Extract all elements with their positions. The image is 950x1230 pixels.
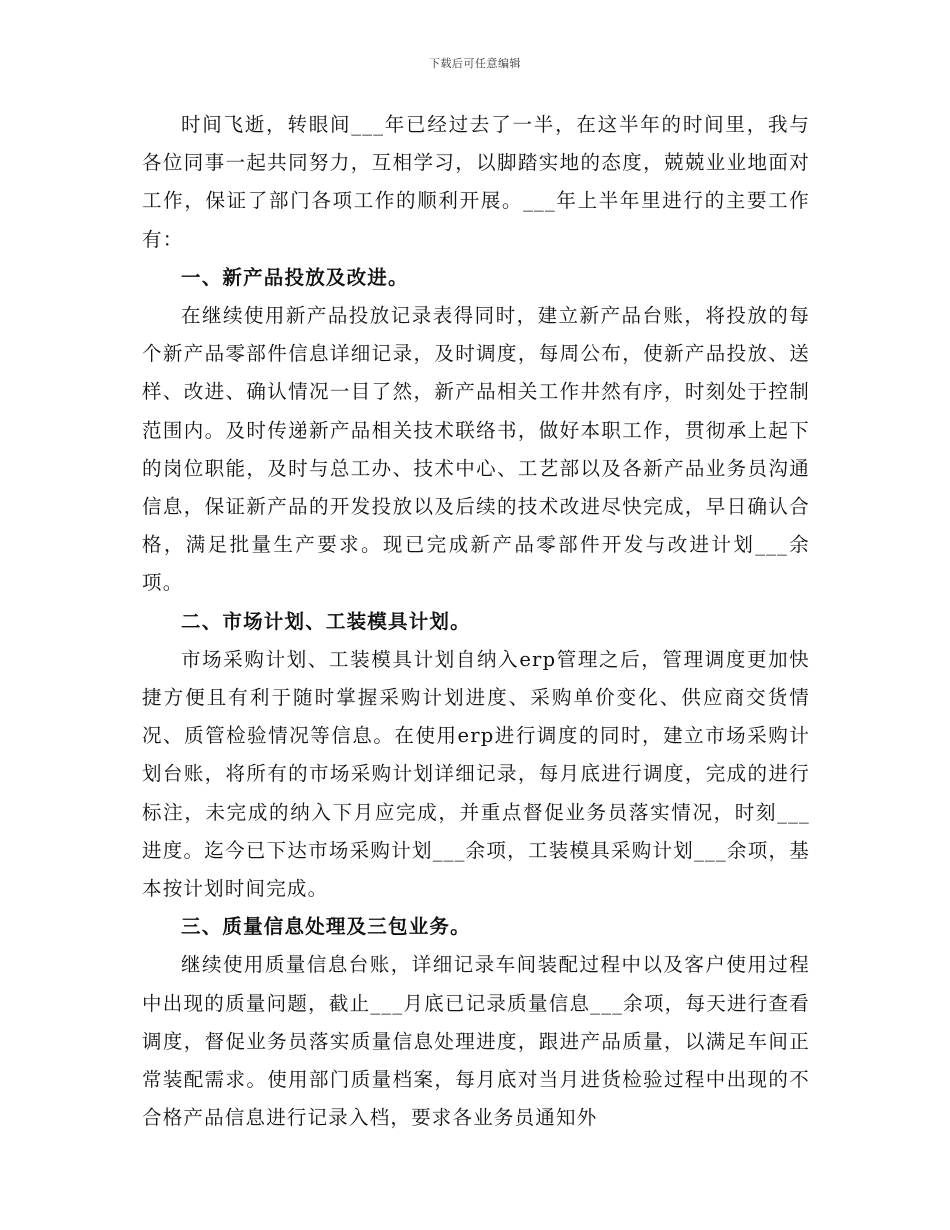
page-header: 下载后可任意编辑 — [429, 57, 521, 70]
section-paragraph-2: 市场采购计划、工装模具计划自纳入erp管理之后，管理调度更加快捷方便且有利于随时掌握采购计划进度、采购单价变化、供应商交货情况、质管检验情况等信息。在使用erp进行调度的同时，建立市场采购计划台账，将所有的市场采购计划详细记录，每月底进行调度，完成的进行标注，未完成的纳入下月应完成，并重点督促业务员落实情况，时刻___进度。迄今已下达市场采购计划___余项，工装模具采购计划___余项，基本按计划时间完成。 — [142, 647, 810, 901]
intro-paragraph: 时间飞逝，转眼间___年已经过去了一半，在这半年的时间里，我与各位同事一起共同努力，互相学习，以脚踏实地的态度，兢兢业业地面对工作，保证了部门各项工作的顺利开展。___年上半年里进行的主要工作有： — [142, 113, 810, 251]
document-body — [142, 106, 810, 1137]
section-heading-3: 三、质量信息处理及三包业务。 — [181, 915, 471, 939]
section-paragraph-3: 继续使用质量信息台账，详细记录车间装配过程中以及客户使用过程中出现的质量问题，截止___月底已记录质量信息___余项，每天进行查看调度，督促业务员落实质量信息处理进度，跟进产品质量，以满足车间正常装配需求。使用部门质量档案，每月底对当月进货检验过程中出现的不合格产品信息进行记录入档，要求各业务员通知外 — [142, 953, 810, 1130]
section-heading-2: 二、市场计划、工装模具计划。 — [181, 609, 471, 633]
section-heading-1: 一、新产品投放及改进。 — [181, 265, 409, 289]
section-paragraph-1: 在继续使用新产品投放记录表得同时，建立新产品台账，将投放的每个新产品零部件信息详细记录，及时调度，每周公布，使新产品投放、送样、改进、确认情况一目了然，新产品相关工作井然有序，时刻处于控制范围内。及时传递新产品相关技术联络书，做好本职工作，贯彻承上起下的岗位职能，及时与总工办、技术中心、工艺部以及各新产品业务员沟通信息，保证新产品的开发投放以及后续的技术改进尽快完成，早日确认合格，满足批量生产要求。现已完成新产品零部件开发与改进计划___余项。 — [142, 304, 810, 595]
